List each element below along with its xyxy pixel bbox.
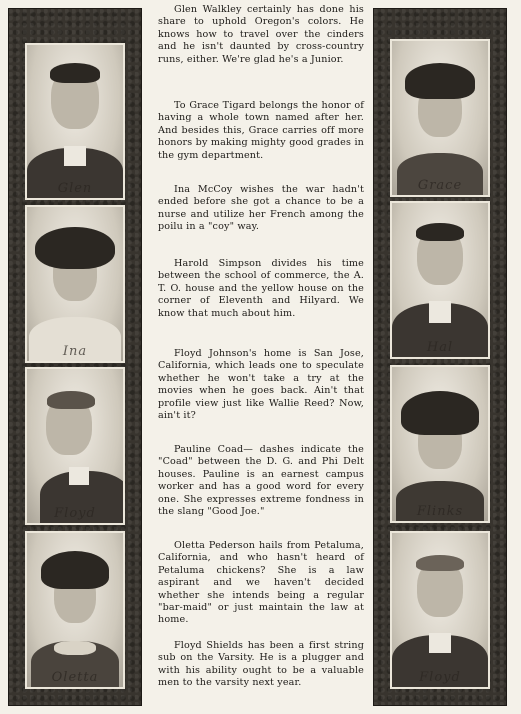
signature-floyd-johnson: Floyd: [54, 506, 96, 521]
portrait-floyd-shields: [390, 531, 490, 689]
bio-floyd-johnson: Floyd Johnson's home is San Jose, California, which leads one to speculate whether he won't take a try at the movies when he goes back. Ain't that profile view just like Wallie Reed? Now, ain't it?: [158, 348, 364, 422]
bio-floyd-shields: Floyd Shields has been a first string sub on the Varsity. He is a plugger and with his ability ought to be a valuable men to the varsity next year.: [158, 640, 364, 689]
bio-grace-tigard: To Grace Tigard belongs the honor of having a whole town named after her. And besides this, Grace carries off more honors by making mighty good grades in the gym department.: [158, 100, 364, 161]
bio-ina-mccoy: Ina McCoy wishes the war hadn't ended before she got a chance to be a nurse and utilize her French among the poilu in a "coy" way.: [158, 184, 364, 233]
left-portrait-strip: [8, 8, 142, 706]
portrait-oletta: [25, 531, 125, 689]
portrait-grace: [390, 39, 490, 197]
bio-glen-walkley: Glen Walkley certainly has done his share to uphold Oregon's colors. He knows how to travel over the cinders and he isn't daunted by cross-country runs, either. We're glad he's a Junior.: [158, 4, 364, 65]
signature-glen: Glen: [57, 181, 93, 196]
portrait-glen: [25, 43, 125, 200]
bio-pauline-coad: Pauline Coad— dashes indicate the "Coad" between the D. G. and Phi Delt houses. Pauline is an earnest campus worker and has a good word for every one. She expresses extreme fondness in the slang "Good Joe.": [158, 444, 364, 518]
signature-flinks: Flinks: [416, 504, 464, 519]
signature-hal: Hal: [426, 340, 454, 355]
portrait-hal: [390, 201, 490, 359]
portrait-ina: [25, 205, 125, 363]
bio-harold-simpson: Harold Simpson divides his time between the school of commerce, the A. T. O. house and the yellow house on the corner of Eleventh and Hilyard. We know that much about him.: [158, 258, 364, 319]
bio-oletta-pederson: Oletta Pederson hails from Petaluma, California, and who hasn't heard of Petaluma chickens? She is a law aspirant and we haven't decided whether she intends being a regular "bar-maid" or just maintain the law at home.: [158, 540, 364, 626]
signature-floyd-shields: Floyd: [419, 670, 461, 685]
right-portrait-strip: [373, 8, 507, 706]
signature-oletta: Oletta: [51, 670, 99, 685]
portrait-flinks: [390, 365, 490, 523]
signature-grace: Grace: [417, 178, 463, 193]
signature-ina: Ina: [62, 344, 88, 359]
portrait-floyd-johnson: [25, 367, 125, 525]
